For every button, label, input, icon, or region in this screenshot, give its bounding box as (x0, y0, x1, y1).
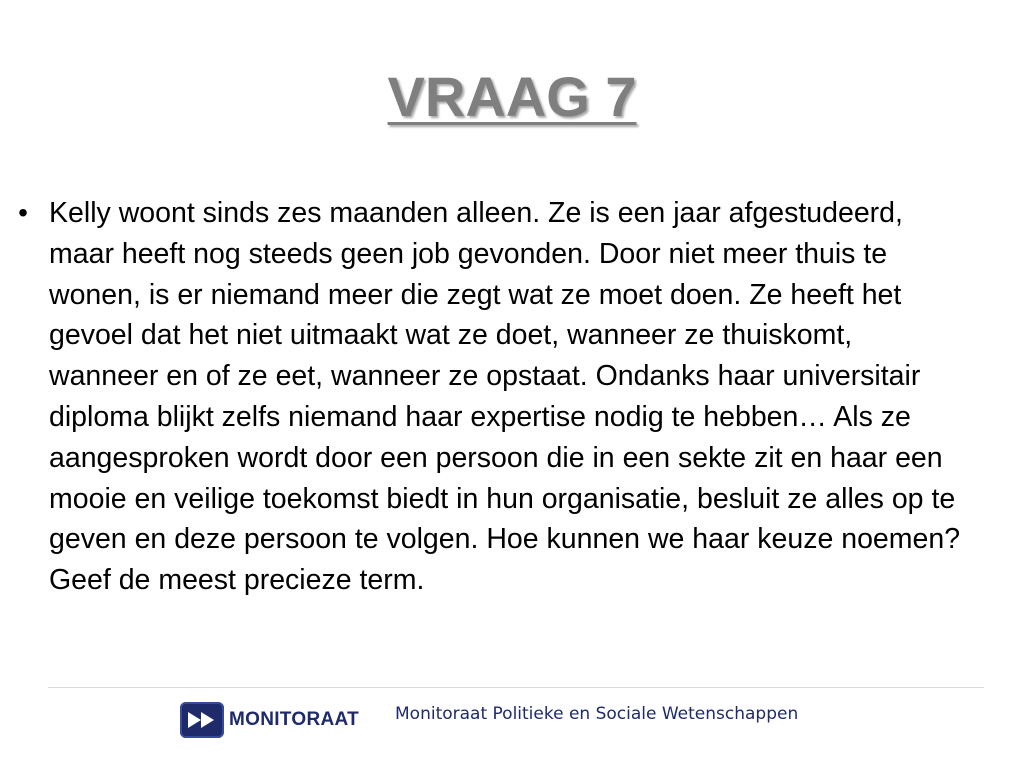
footer-caption: Monitoraat Politieke en Sociale Wetenschappen (395, 704, 799, 724)
bullet-text: Kelly woont sinds zes maanden alleen. Ze is een jaar afgestudeerd, maar heeft nog steeds geen job gevonden. Door niet meer thuis te wonen, is er niemand meer die zegt wat ze moet doen. Ze heeft het gevoel dat het niet uitmaakt wat ze doet, wanneer ze thuiskomt, wanneer en of ze eet, wanneer ze opstaat. Ondanks haar universitair diploma blijkt zelfs niemand haar expertise nodig te hebben… Als ze aangesproken wordt door een persoon die in een sekte zit en haar een mooie en veilige toekomst biedt in hun organisatie, besluit ze alles op te geven en deze persoon te volgen. Hoe kunnen we haar keuze noemen? Geef de meest precieze term. (49, 197, 961, 597)
bullet-item (8, 193, 968, 601)
footer-logo (180, 700, 359, 740)
slide-title: VRAAG 7 (387, 65, 637, 128)
footer-divider (48, 687, 984, 688)
fast-forward-icon (180, 702, 224, 738)
logo-text: MONITORAAT (229, 709, 360, 730)
bullet-list (8, 193, 968, 601)
bullet-icon: • (18, 197, 28, 228)
